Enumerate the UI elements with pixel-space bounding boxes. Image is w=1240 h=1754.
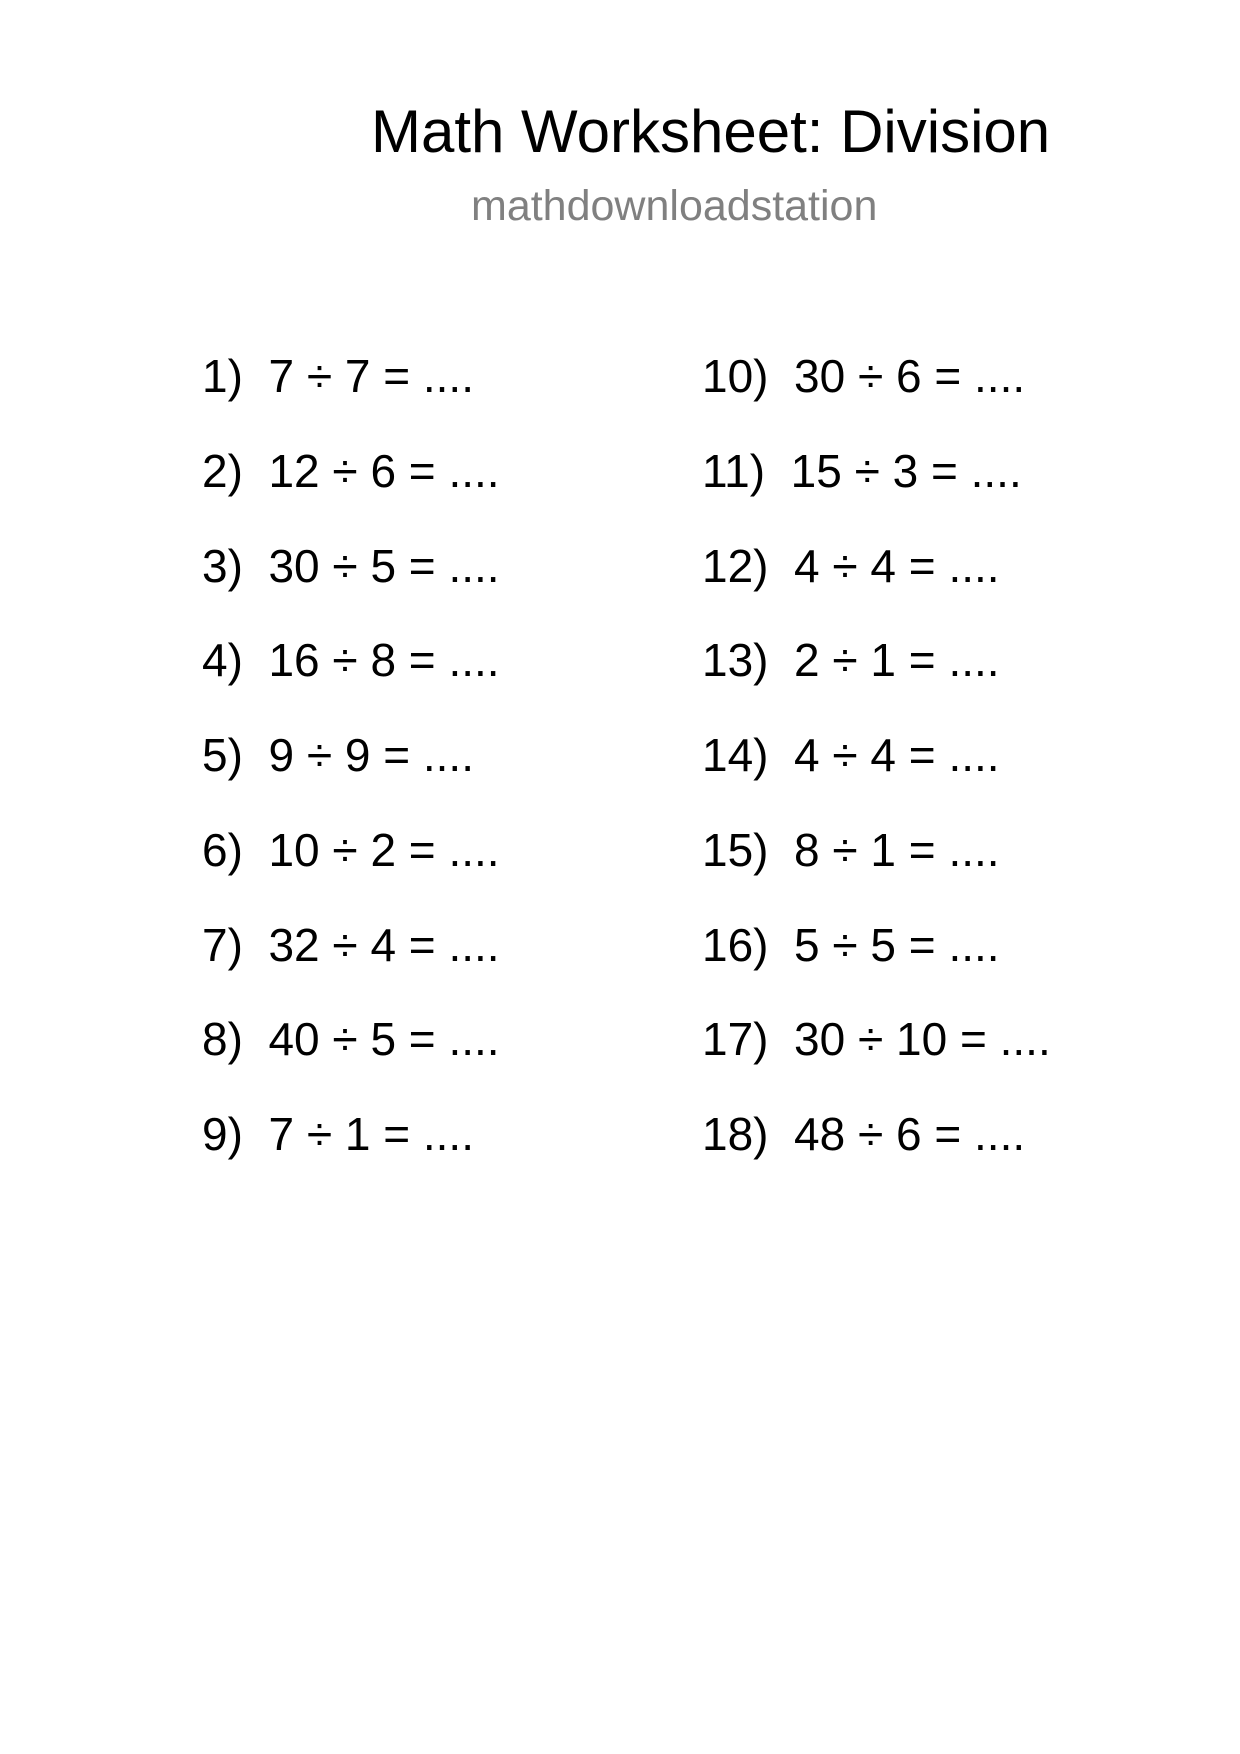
problem-expression: 8 ÷ 1 = .... (794, 823, 1000, 876)
problem-expression: 48 ÷ 6 = .... (794, 1108, 1026, 1160)
problem-expression: 12 ÷ 6 = .... (268, 444, 500, 497)
problem-item (202, 824, 500, 919)
problem-expression: 16 ÷ 8 = .... (268, 634, 500, 687)
problem-item (202, 729, 500, 824)
problem-item (702, 445, 1051, 540)
problem-number: 1) (202, 350, 269, 402)
problem-number: 8) (202, 1013, 269, 1066)
problem-expression: 30 ÷ 6 = .... (794, 350, 1026, 402)
worksheet-title: Math Worksheet: Division (371, 98, 1051, 165)
problem-item (202, 1108, 500, 1203)
problem-item (202, 1013, 500, 1108)
problem-number: 14) (702, 729, 795, 781)
problem-item (202, 634, 500, 729)
problem-expression: 4 ÷ 4 = .... (794, 539, 1000, 592)
problem-item (702, 350, 1051, 445)
problem-expression: 7 ÷ 7 = .... (268, 350, 474, 402)
problem-number: 10) (702, 350, 795, 402)
problem-item (702, 634, 1051, 729)
problem-expression: 5 ÷ 5 = .... (794, 918, 1000, 971)
problem-expression: 2 ÷ 1 = .... (794, 634, 1000, 687)
problem-expression: 10 ÷ 2 = .... (268, 823, 500, 876)
problem-item (702, 824, 1051, 919)
problem-number: 3) (202, 539, 269, 592)
problem-expression: 32 ÷ 4 = .... (268, 918, 500, 971)
problem-expression: 15 ÷ 3 = .... (790, 444, 1022, 497)
problem-number: 17) (702, 1013, 795, 1066)
problem-number: 11) (702, 444, 791, 497)
problem-number: 12) (702, 539, 795, 592)
problem-item (702, 919, 1051, 1014)
problem-expression: 30 ÷ 5 = .... (268, 539, 500, 592)
problem-item (202, 919, 500, 1014)
problem-number: 2) (202, 444, 269, 497)
problem-number: 13) (702, 634, 795, 687)
problem-number: 18) (702, 1108, 795, 1160)
problem-item (702, 729, 1051, 824)
problem-number: 9) (202, 1108, 269, 1160)
problem-expression: 40 ÷ 5 = .... (268, 1013, 500, 1066)
problem-number: 7) (202, 918, 269, 971)
problem-column-left (202, 350, 500, 1203)
problem-item (202, 540, 500, 635)
problem-column-right (702, 350, 1051, 1203)
problem-item (202, 350, 500, 445)
problem-number: 6) (202, 823, 269, 876)
problem-expression: 4 ÷ 4 = .... (794, 729, 1000, 781)
problem-item (202, 445, 500, 540)
problem-number: 16) (702, 918, 795, 971)
problem-expression: 9 ÷ 9 = .... (268, 729, 474, 781)
problem-item (702, 540, 1051, 635)
problem-number: 4) (202, 634, 269, 687)
problem-number: 15) (702, 823, 795, 876)
problem-item (702, 1013, 1051, 1108)
problem-expression: 30 ÷ 10 = .... (794, 1013, 1051, 1066)
worksheet-source: mathdownloadstation (471, 182, 878, 230)
problem-expression: 7 ÷ 1 = .... (268, 1108, 474, 1160)
problem-item (702, 1108, 1051, 1203)
problem-number: 5) (202, 729, 269, 781)
